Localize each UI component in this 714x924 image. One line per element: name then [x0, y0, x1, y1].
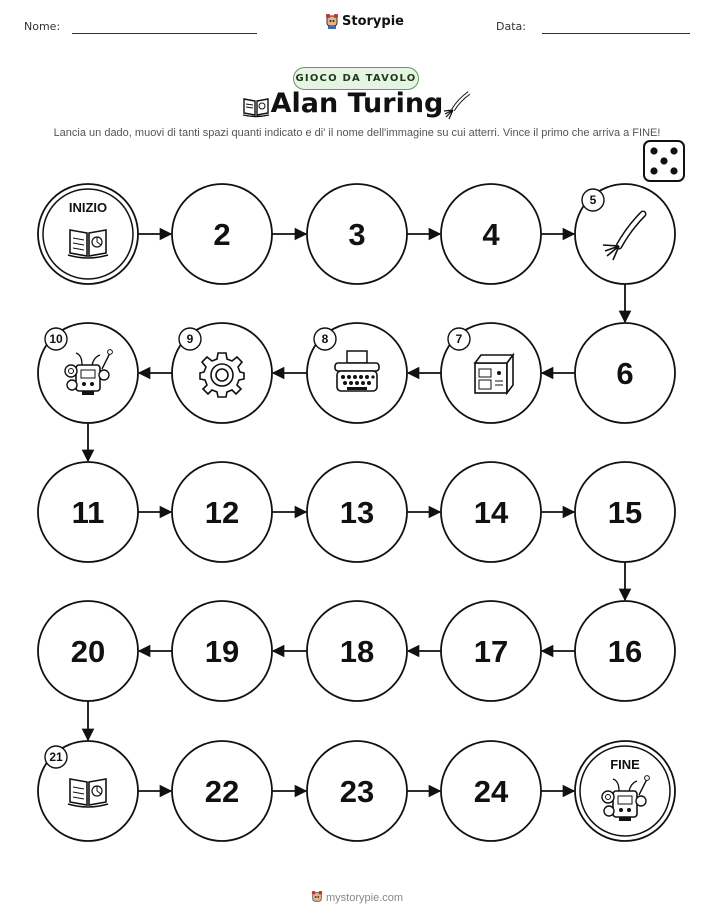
space-19 [172, 601, 272, 701]
name-label: Nome: [24, 20, 61, 33]
brand-name: Storypie [342, 13, 404, 29]
space-number: 23 [339, 774, 375, 809]
space-15 [575, 462, 675, 562]
space-number: 11 [71, 495, 105, 530]
space-number: 14 [473, 495, 509, 530]
space-4 [441, 184, 541, 284]
space-17 [441, 601, 541, 701]
space-13 [307, 462, 407, 562]
space-number-badge-text: 5 [589, 193, 597, 207]
space-number-badge-text: 9 [186, 332, 194, 346]
space-10 [38, 323, 138, 423]
space-20 [38, 601, 138, 701]
space-number: 22 [204, 774, 240, 809]
finish-label: FINE [610, 757, 640, 772]
space-number: 19 [204, 634, 240, 669]
space-24 [441, 741, 541, 841]
space-number: 24 [473, 774, 509, 809]
space-number: 16 [607, 634, 643, 669]
space-5 [575, 184, 675, 284]
space-3 [307, 184, 407, 284]
space-number: 12 [204, 495, 240, 530]
space-number-badge-text: 10 [49, 332, 63, 346]
space-18 [307, 601, 407, 701]
space-finish [575, 741, 675, 841]
game-type-badge: GIOCO DA TAVOLO [293, 67, 419, 90]
space-number: 18 [339, 634, 375, 669]
space-number-badge-text: 8 [321, 332, 329, 346]
footer-mascot-icon [311, 890, 323, 904]
dice-icon [644, 141, 684, 181]
space-16 [575, 601, 675, 701]
space-start [38, 184, 138, 284]
space-11 [38, 462, 138, 562]
footer-url: mystorypie.com [326, 892, 404, 904]
space-2 [172, 184, 272, 284]
space-number: 17 [473, 634, 509, 669]
page-title: Alan Turing [270, 88, 444, 119]
space-8 [307, 323, 407, 423]
space-number: 20 [70, 634, 106, 669]
space-12 [172, 462, 272, 562]
space-23 [307, 741, 407, 841]
space-number: 13 [339, 495, 375, 530]
space-9 [172, 323, 272, 423]
space-6 [575, 323, 675, 423]
footer [0, 887, 714, 904]
gear-icon [200, 353, 244, 397]
space-number: 2 [213, 217, 231, 252]
computer-cabinet-icon [475, 355, 513, 393]
start-label: INIZIO [68, 200, 108, 215]
space-number: 3 [348, 217, 366, 252]
space-14 [441, 462, 541, 562]
board-spaces [38, 184, 675, 841]
instructions: Lancia un dado, muovi di tanti spazi quanti indicato e di' il nome dell'immagine su cui atterri. Vince il primo che arriva a FINE! [53, 127, 661, 139]
space-22 [172, 741, 272, 841]
space-number-badge-text: 7 [455, 332, 463, 346]
space-number: 6 [616, 356, 634, 391]
space-21 [38, 741, 138, 841]
space-7 [441, 323, 541, 423]
space-number: 4 [482, 217, 500, 252]
space-number-badge-text: 21 [49, 750, 63, 764]
date-label: Data: [496, 20, 526, 33]
space-number: 15 [607, 495, 643, 530]
